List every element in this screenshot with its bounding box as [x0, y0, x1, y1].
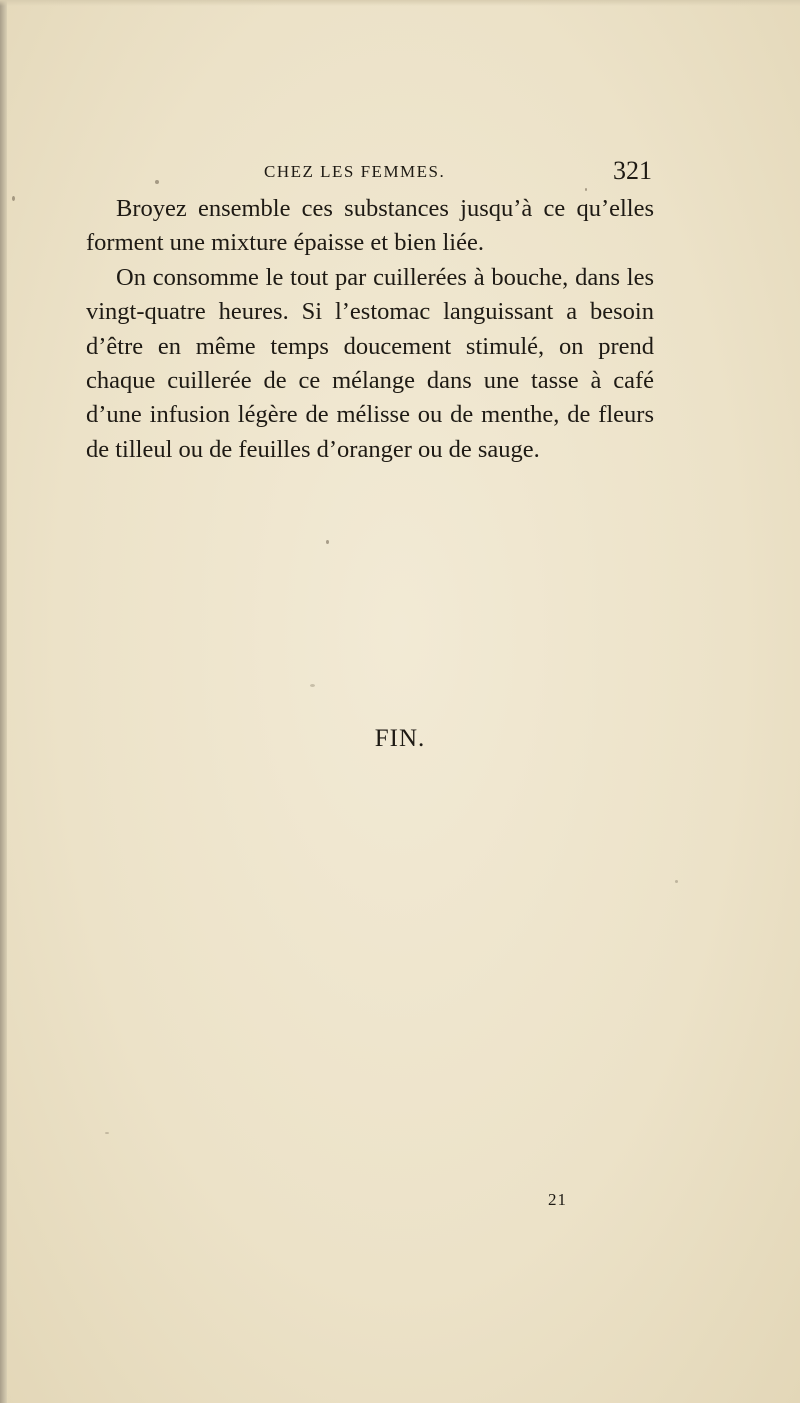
signature-mark: 21: [548, 1190, 567, 1209]
paragraph-2: On consomme le tout par cuillerées à bouche, dans les vingt-quatre heures. Si l’estomac languissant a besoin d’être en même temps doucement stimulé, on prend chaque cuillerée de ce mélange dans une tasse à café d’une infusion légère de mélisse ou de menthe, de fleurs de tilleul ou de feuilles d’oranger ou de sauge.: [86, 263, 654, 463]
page-gutter-edge: [0, 0, 7, 1403]
page-number: 321: [613, 156, 652, 185]
running-head: [86, 158, 654, 186]
paper-speck: [12, 196, 15, 201]
end-mark: FIN.: [374, 725, 426, 752]
paragraph-1: Broyez ensemble ces substances jusqu’à ce qu’elles forment une mixture épaisse et bien liée.: [86, 195, 654, 257]
page-top-edge: [0, 0, 800, 6]
paper-speck: [326, 540, 329, 544]
running-head-title: CHEZ LES FEMMES.: [264, 162, 446, 181]
body-text: [86, 192, 654, 467]
paper-speck: [675, 880, 678, 883]
paper-speck: [105, 1132, 109, 1134]
paper-speck: [310, 684, 315, 687]
paper-speck: [155, 180, 159, 184]
paper-speck: [585, 188, 587, 191]
